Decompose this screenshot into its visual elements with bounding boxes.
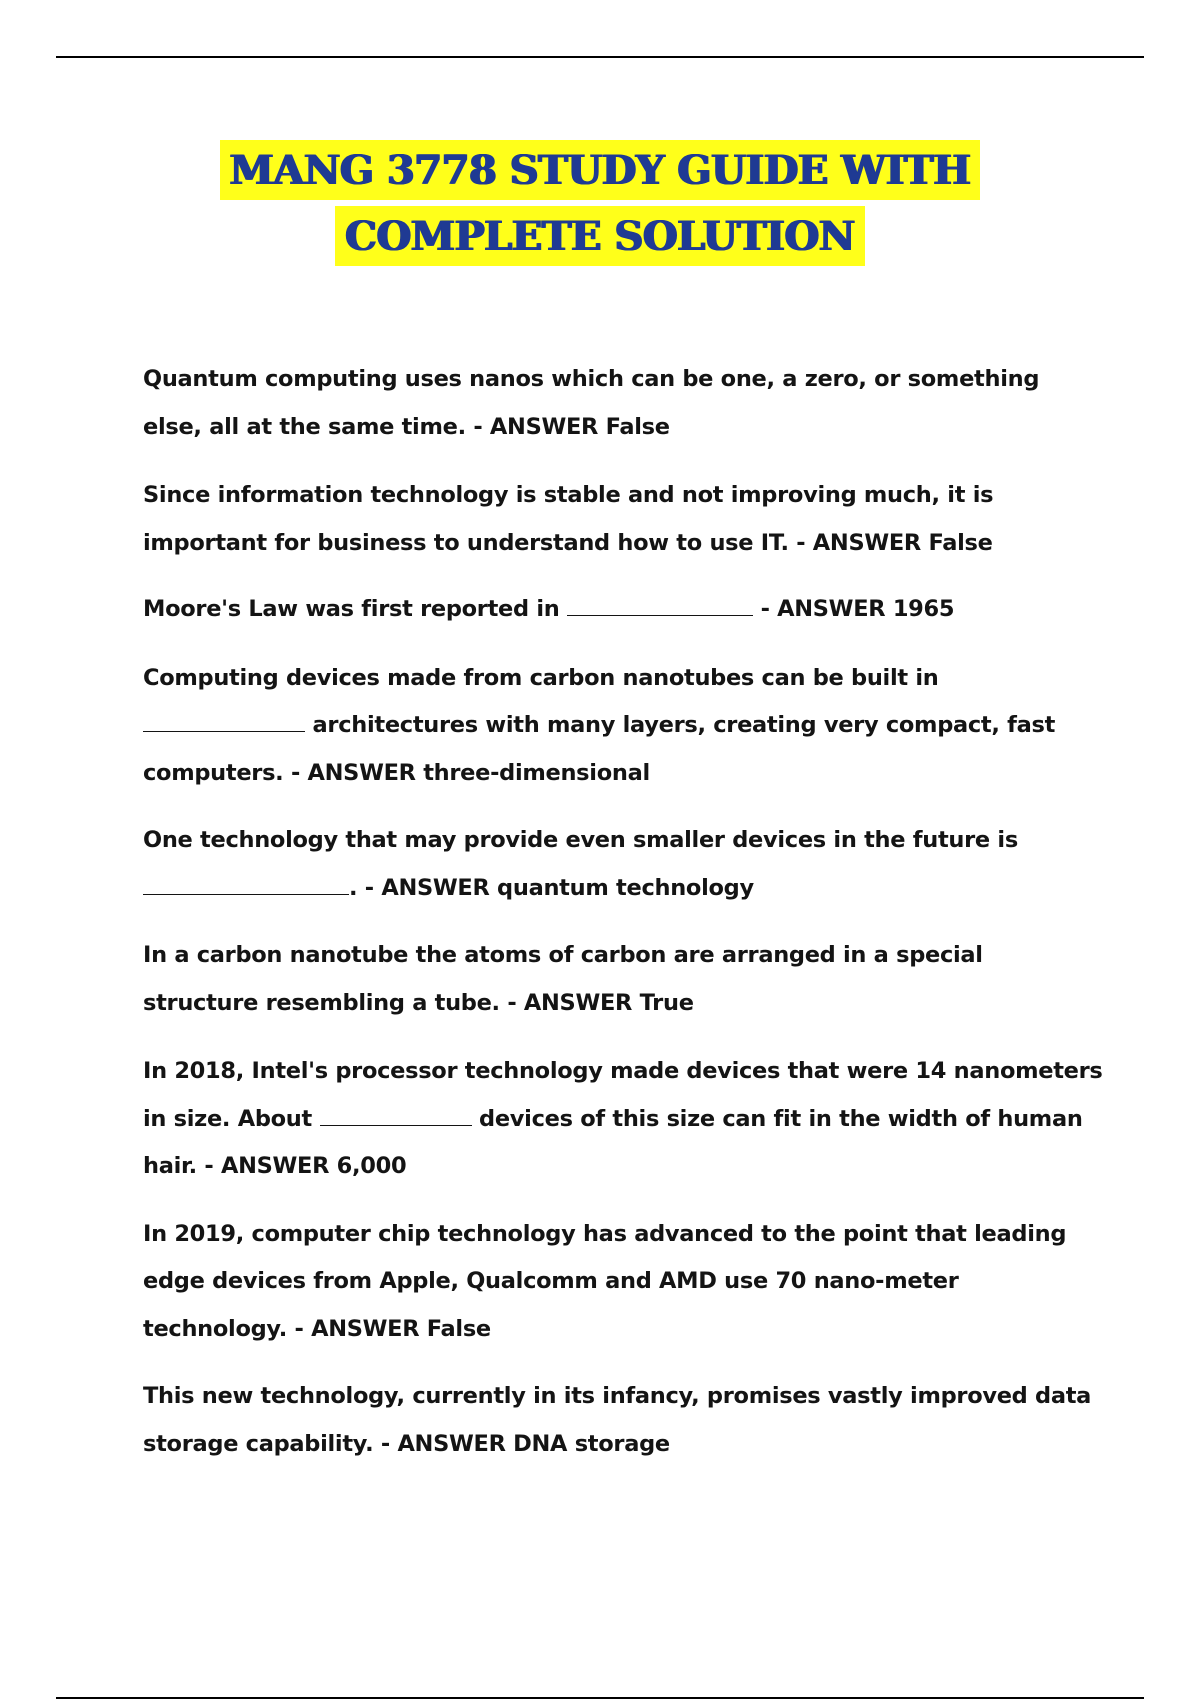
question-text: In a carbon nanotube the atoms of carbon are arranged in a special structure resembling a tube. - ANSWER True — [143, 942, 983, 1016]
answer-blank — [320, 1103, 472, 1126]
question-item-9 — [143, 1373, 1103, 1468]
question-text-after: - ANSWER 1965 — [753, 596, 955, 622]
question-text: In 2019, computer chip technology has advanced to the point that leading edge devices from Apple, Qualcomm and AMD use 70 nano-meter technology. - ANSWER False — [143, 1220, 1067, 1342]
page-title — [0, 140, 1200, 266]
answer-blank — [143, 709, 305, 732]
question-text-after: architectures with many layers, creating very compact, fast computers. - ANSWER three-dimensional — [143, 712, 1056, 786]
question-item-5 — [143, 817, 1103, 912]
answer-blank — [143, 872, 349, 895]
question-text-after: . - ANSWER quantum technology — [349, 874, 754, 901]
question-item-1 — [143, 356, 1103, 451]
question-item-4 — [143, 655, 1103, 798]
question-item-8 — [143, 1211, 1103, 1354]
question-text: Moore's Law was first reported in — [143, 596, 568, 622]
header-rule — [56, 56, 1144, 58]
question-list — [143, 356, 1103, 1488]
footer-rule — [56, 1697, 1144, 1699]
question-text: Computing devices made from carbon nanotubes can be built in — [143, 664, 939, 691]
question-text-after: devices of this size can fit in the width of human hair. - ANSWER 6,000 — [143, 1105, 1083, 1179]
question-text: In 2018, Intel's processor technology made devices that were 14 nanometers in size. About — [143, 1058, 1103, 1132]
question-text: Since information technology is stable and not improving much, it is important for business to understand how to use IT. - ANSWER False — [143, 482, 994, 556]
question-item-3 — [143, 586, 1103, 634]
question-item-7 — [143, 1048, 1103, 1191]
question-text: Quantum computing uses nanos which can be one, a zero, or something else, all at the same time. - ANSWER False — [143, 366, 1040, 440]
title-line-2: COMPLETE SOLUTION — [335, 206, 865, 266]
title-line-1: MANG 3778 STUDY GUIDE WITH — [220, 140, 981, 200]
answer-blank — [567, 593, 753, 616]
question-item-2 — [143, 472, 1103, 567]
question-item-6 — [143, 932, 1103, 1027]
question-text: One technology that may provide even smaller devices in the future is — [143, 827, 1018, 853]
question-text: This new technology, currently in its infancy, promises vastly improved data storage capability. - ANSWER DNA storage — [143, 1383, 1092, 1457]
